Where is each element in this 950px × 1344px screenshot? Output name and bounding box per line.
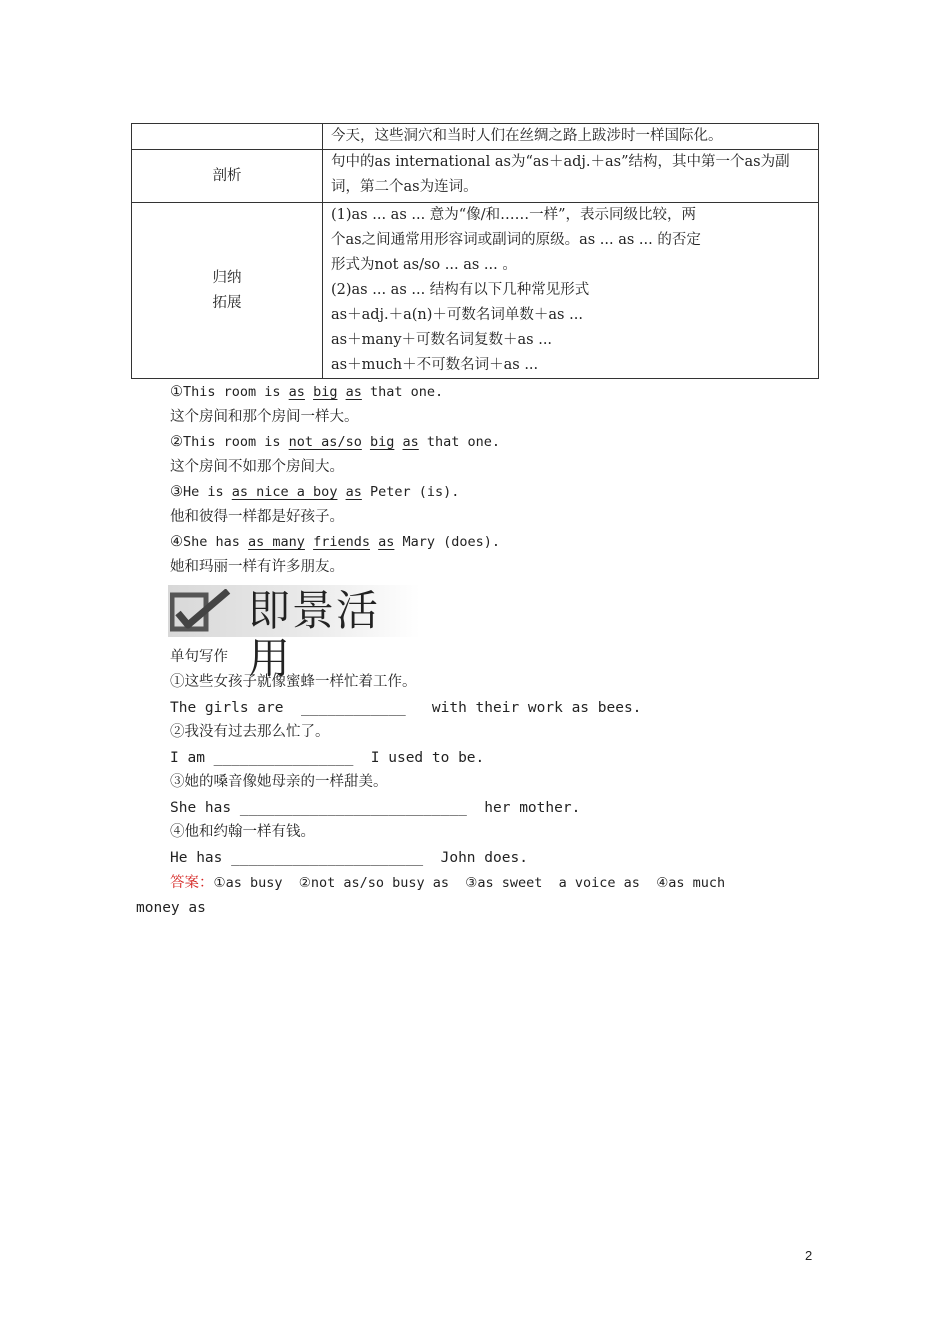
answer-label: 答案： <box>170 875 214 891</box>
exercise-title: 单句写作 <box>170 649 228 665</box>
example-number: ③ <box>170 484 183 500</box>
example-sentence <box>170 430 500 455</box>
table-row <box>132 203 819 379</box>
example-underlined: as <box>345 484 362 500</box>
example-sentence <box>170 480 459 505</box>
summary-line: as＋many＋可数名词复数＋as ... <box>331 332 553 348</box>
table-cell-summary <box>323 203 819 379</box>
example-underlined: big <box>369 434 395 450</box>
example-underlined: as nice a boy <box>231 484 338 500</box>
example-translation: 这个房间不如那个房间大。 <box>170 459 344 475</box>
example-underlined: as <box>345 384 362 400</box>
label-line: 拓展 <box>212 294 242 311</box>
example-text: This room is <box>183 384 289 400</box>
example-text: She has <box>183 534 249 550</box>
example-number: ② <box>170 434 183 450</box>
exercise-prompt: ④他和约翰一样有钱。 <box>170 824 315 840</box>
table-label-empty <box>132 124 323 150</box>
exercise-prompt: ②我没有过去那么忙了。 <box>170 724 330 740</box>
table-row <box>132 124 819 150</box>
example-number: ④ <box>170 534 183 550</box>
example-underlined: as <box>288 384 305 400</box>
answer-text-continued: money as <box>136 900 206 916</box>
exercise-blank-sentence: I am ________________ I used to be. <box>170 750 485 766</box>
section-header-title: 即景活用 <box>248 586 381 683</box>
example-underlined: as <box>378 534 395 550</box>
exercise-prompt: ③她的嗓音像她母亲的一样甜美。 <box>170 774 388 790</box>
page-number: 2 <box>805 1248 813 1263</box>
exercise-blank-sentence: She has __________________________ her mother. <box>170 800 581 816</box>
example-text: that one. <box>418 434 501 450</box>
example-underlined: as <box>402 434 419 450</box>
example-text: that one. <box>361 384 444 400</box>
example-translation: 她和玛丽一样有许多朋友。 <box>170 559 344 575</box>
summary-line: (2)as ... as ... 结构有以下几种常见形式 <box>331 282 590 298</box>
example-underlined: not as/so <box>288 434 362 450</box>
example-text: Mary (does). <box>394 534 501 550</box>
checkbox-checked-icon <box>170 589 232 633</box>
table-cell-translation: 今天，这些洞穴和当时人们在丝绸之路上跋涉时一样国际化。 <box>323 124 819 150</box>
summary-line: 个as之间通常用形容词或副词的原级。as ... as ... 的否定 <box>331 232 701 248</box>
answer-text: ①as busy ②not as/so busy as ③as sweet a voice as ④as much <box>213 875 726 891</box>
label-line: 归纳 <box>212 269 242 286</box>
exercise-blank-sentence: The girls are ____________ with their work as bees. <box>170 700 642 716</box>
example-translation: 这个房间和那个房间一样大。 <box>170 409 359 425</box>
summary-line: (1)as ... as ... 意为“像/和……一样”，表示同级比较，两 <box>331 207 697 223</box>
example-underlined: as many <box>248 534 305 550</box>
table-row <box>132 150 819 203</box>
example-text: Peter (is). <box>361 484 460 500</box>
example-underlined: friends <box>313 534 370 550</box>
example-sentence <box>170 530 500 555</box>
table-label-analysis: 剖析 <box>132 150 323 203</box>
summary-line: 形式为not as/so ... as ... 。 <box>331 257 517 273</box>
grammar-table <box>131 123 819 379</box>
example-text: He is <box>183 484 232 500</box>
answer-line <box>170 871 725 896</box>
table-cell-analysis: 句中的as international as为“as＋adj.＋as”结构，其中第一个as为副词，第二个as为连词。 <box>323 150 819 203</box>
table-label-summary <box>132 203 323 379</box>
exercise-prompt: ①这些女孩子就像蜜蜂一样忙着工作。 <box>170 674 417 690</box>
exercise-blank-sentence: He has ______________________ John does. <box>170 850 528 866</box>
example-sentence <box>170 380 443 405</box>
example-text: This room is <box>183 434 289 450</box>
example-translation: 他和彼得一样都是好孩子。 <box>170 509 344 525</box>
example-number: ① <box>170 384 183 400</box>
example-underlined: big <box>313 384 338 400</box>
summary-line: as＋adj.＋a(n)＋可数名词单数＋as ... <box>331 307 583 323</box>
summary-line: as＋much＋不可数名词＋as ... <box>331 357 539 373</box>
